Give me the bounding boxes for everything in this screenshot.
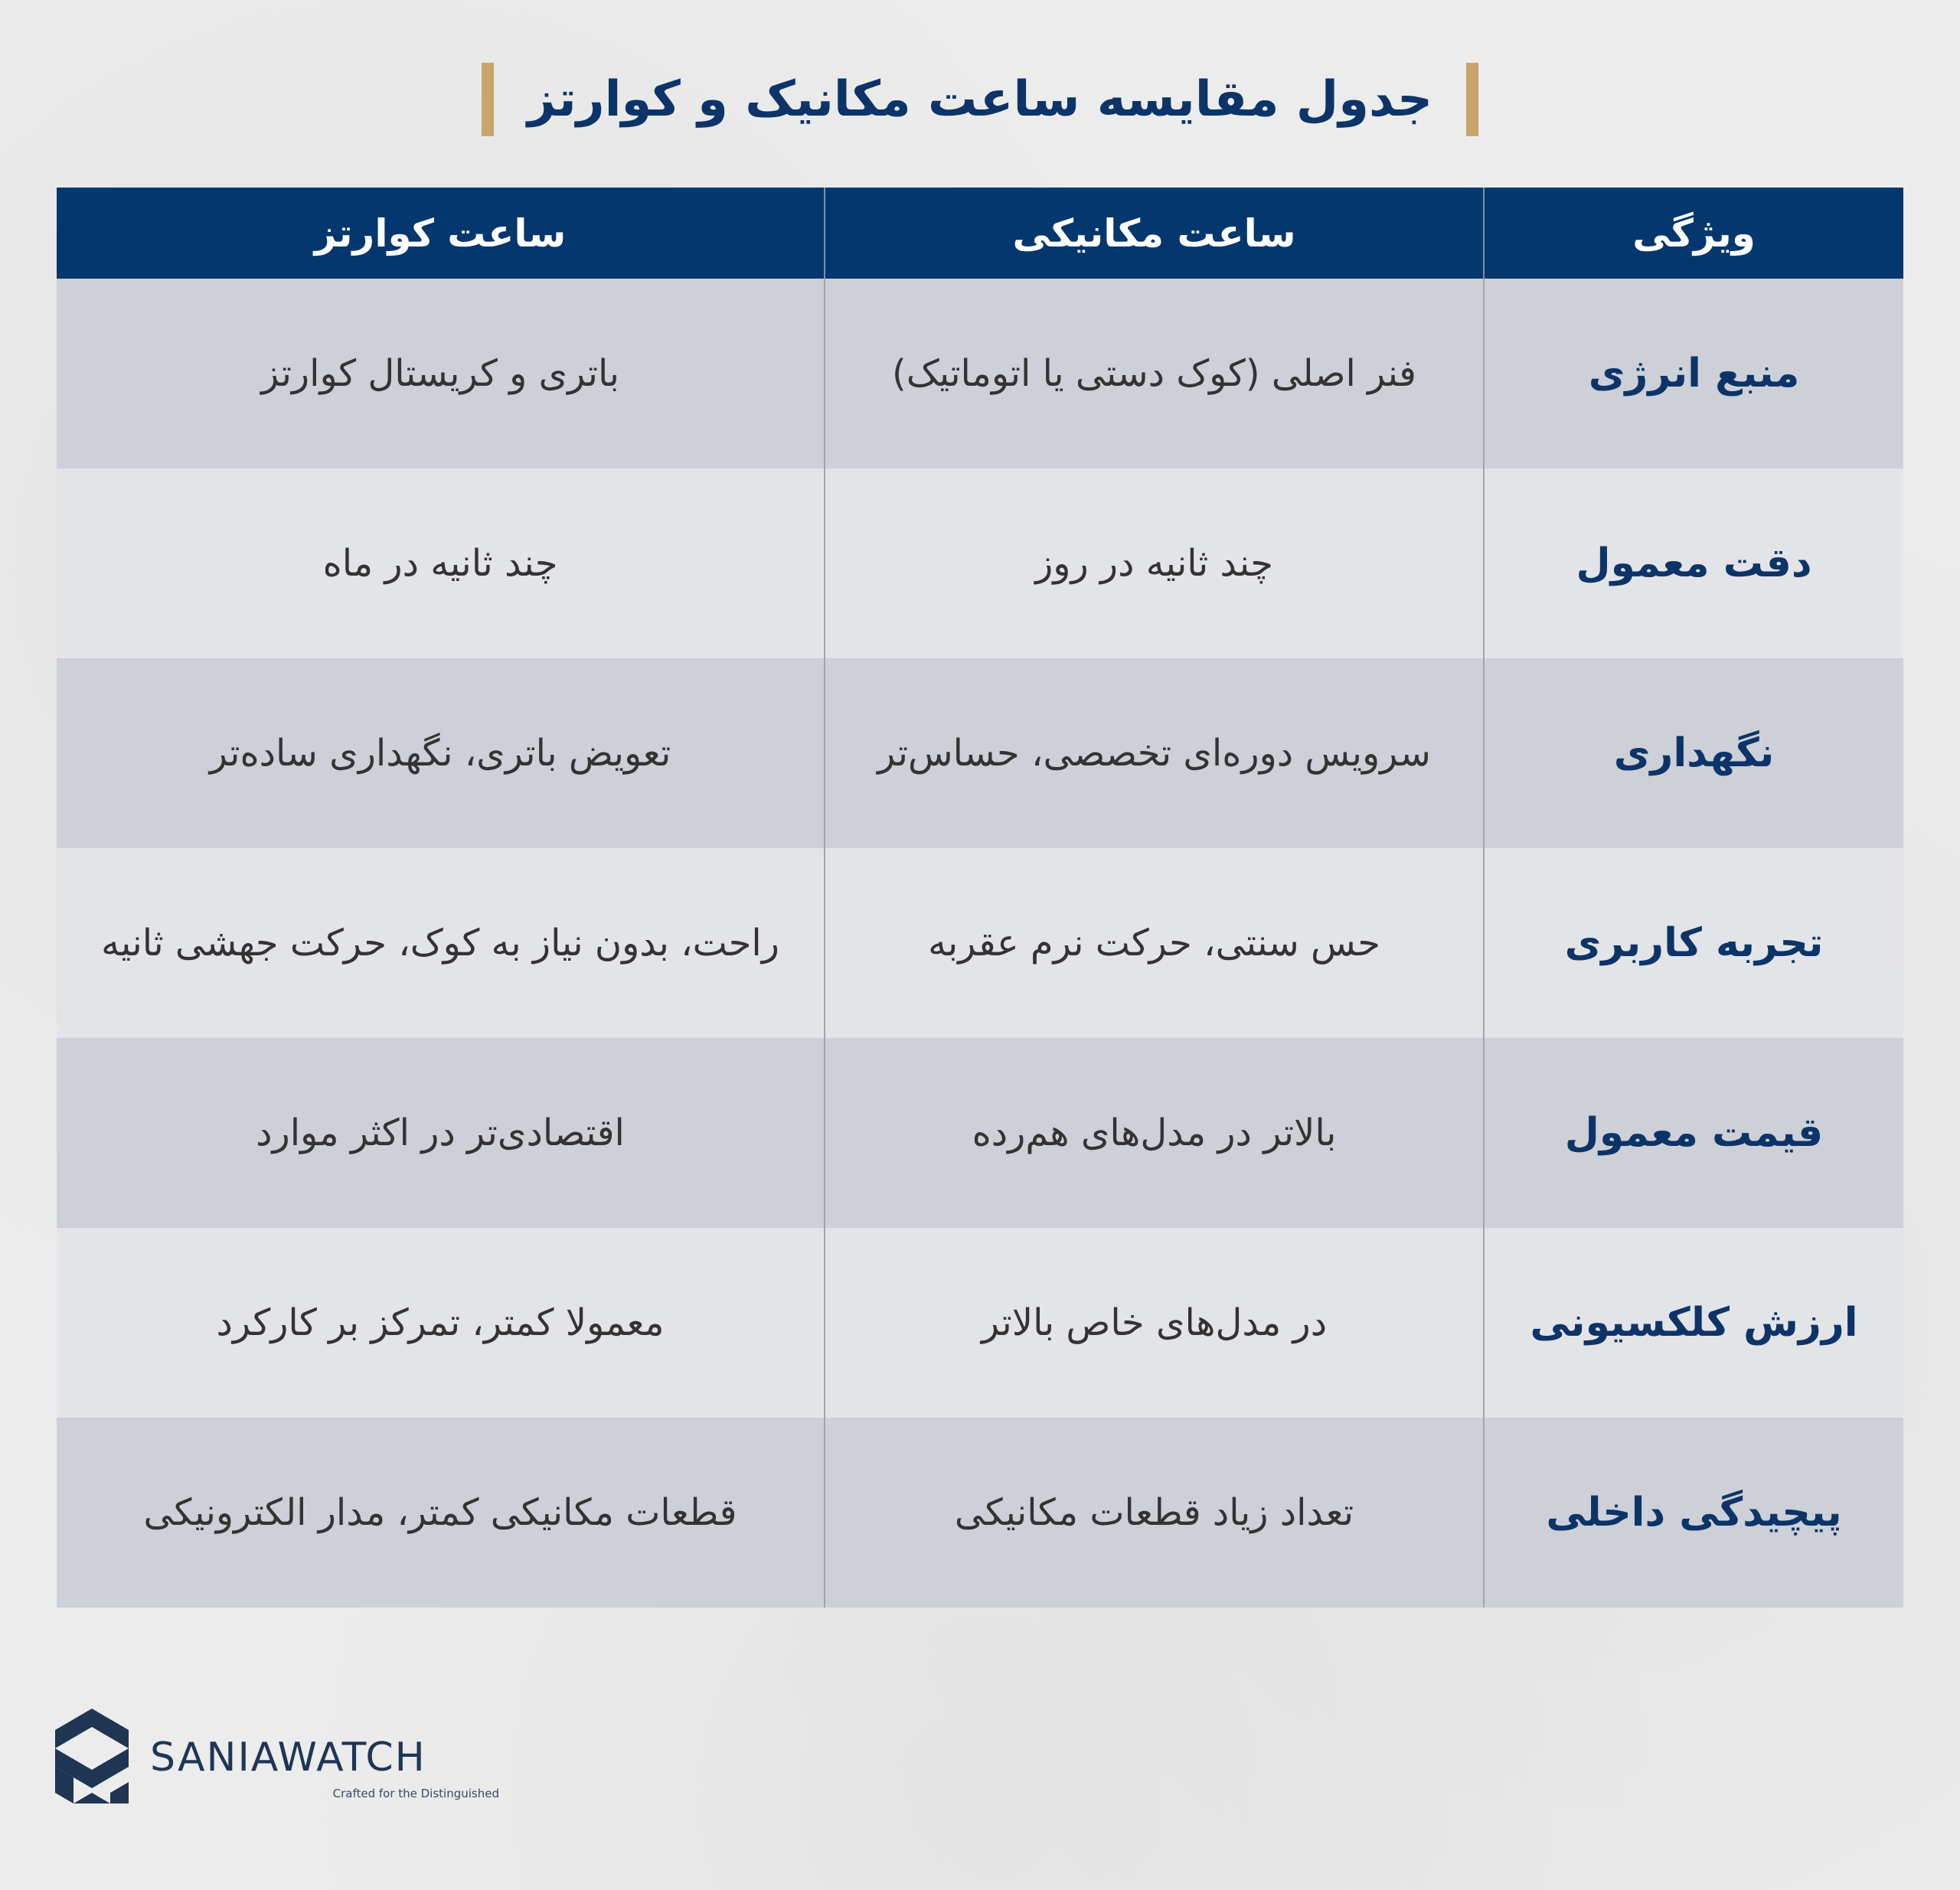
mechanical-cell: حس سنتی، حرکت نرم عقربه — [824, 848, 1485, 1038]
table-row — [57, 468, 1903, 658]
quartz-cell: چند ثانیه در ماه — [322, 542, 558, 585]
title-accent-bar-right — [1466, 63, 1478, 136]
table-row — [57, 848, 1903, 1038]
comparison-table — [57, 188, 1903, 1608]
mechanical-cell: بالاتر در مدل‌های هم‌رده — [824, 1038, 1485, 1228]
page-title: جدول مقایسه ساعت مکانیک و کوارتز — [527, 71, 1433, 128]
quartz-cell: اقتصادی‌تر در اکثر موارد — [256, 1111, 625, 1154]
quartz-cell: معمولا کمتر، تمرکز بر کارکرد — [216, 1301, 665, 1344]
header-feature: ویژگی — [1632, 211, 1756, 256]
header-quartz: ساعت کوارتز — [314, 211, 567, 256]
feature-cell: نگهداری — [1613, 730, 1775, 776]
feature-cell: دقت معمول — [1576, 540, 1812, 586]
mechanical-cell: تعداد زیاد قطعات مکانیکی — [824, 1418, 1485, 1608]
table-row — [57, 279, 1903, 468]
table-row — [57, 1038, 1903, 1228]
table-row — [57, 1418, 1903, 1608]
feature-cell: ارزش کلکسیونی — [1530, 1300, 1858, 1346]
quartz-cell: قطعات مکانیکی کمتر، مدار الکترونیکی — [143, 1491, 737, 1534]
table-header-row — [57, 188, 1903, 279]
title-area — [0, 63, 1960, 136]
feature-cell: قیمت معمول — [1564, 1110, 1824, 1156]
mechanical-cell: فنر اصلی (کوک دستی یا اتوماتیک) — [824, 279, 1485, 468]
table-row — [57, 658, 1903, 848]
feature-cell: تجربه کاربری — [1564, 920, 1824, 966]
quartz-cell: راحت، بدون نیاز به کوک، حرکت جهشی ثانیه — [101, 922, 779, 965]
brand-name: SANIAWATCH — [150, 1735, 426, 1781]
quartz-cell: تعویض باتری، نگهداری ساده‌تر — [209, 732, 671, 775]
feature-cell: پیچیدگی داخلی — [1546, 1490, 1842, 1536]
header-mechanical: ساعت مکانیکی — [824, 188, 1485, 279]
title-group — [482, 63, 1478, 136]
feature-cell: منبع انرژی — [1588, 351, 1800, 397]
mechanical-cell: سرویس دوره‌ای تخصصی، حساس‌تر — [824, 658, 1485, 848]
title-accent-bar-left — [482, 63, 494, 136]
brand-logo — [55, 1709, 499, 1807]
quartz-cell: باتری و کریستال کوارتز — [261, 352, 619, 395]
table-row — [57, 1228, 1903, 1418]
saniawatch-logo-icon — [55, 1709, 129, 1803]
mechanical-cell: در مدل‌های خاص بالاتر — [824, 1228, 1485, 1418]
brand-tagline: Crafted for the Distinguished — [332, 1787, 499, 1800]
mechanical-cell: چند ثانیه در روز — [824, 468, 1485, 658]
